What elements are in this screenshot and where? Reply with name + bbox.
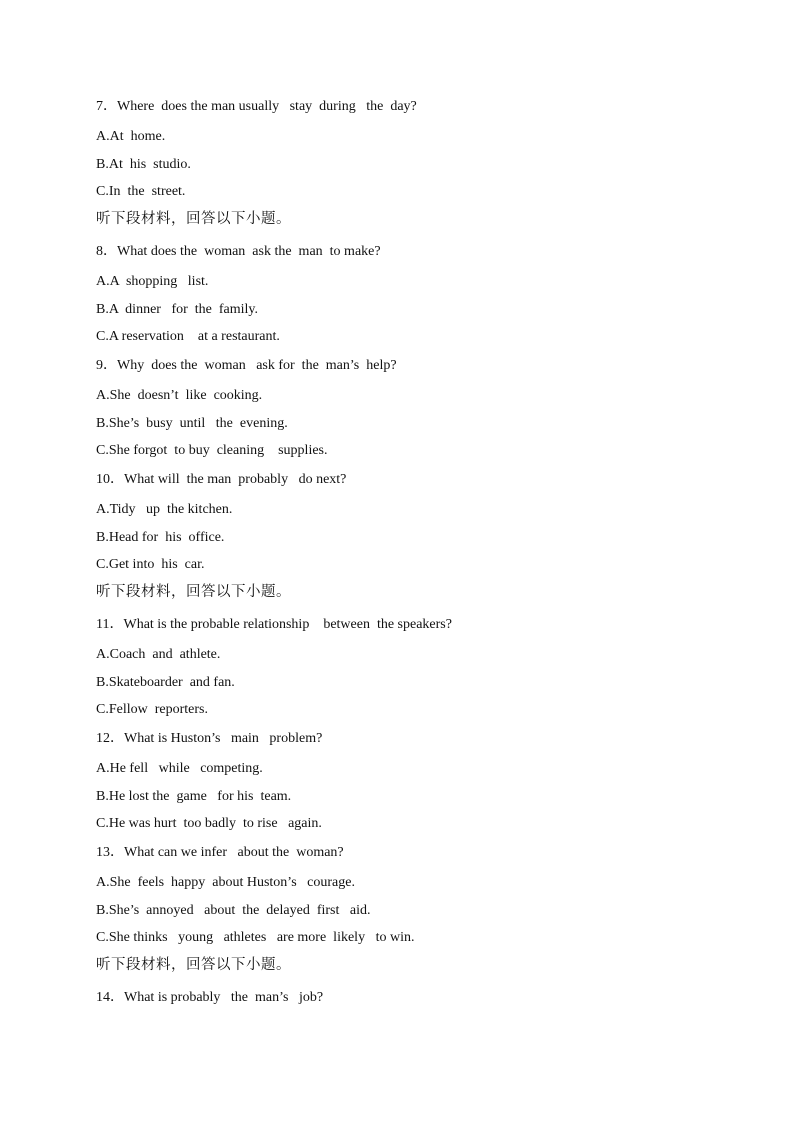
option-12b: B.He lost the game for his team. — [96, 789, 292, 804]
option-10a: A.Tidy up the kitchen. — [96, 502, 233, 517]
section-heading-3: 听下段材料，回答以下小题。 — [96, 957, 291, 973]
section-heading-1: 听下段材料，回答以下小题。 — [96, 211, 291, 227]
option-11c: C.Fellow reporters. — [96, 702, 208, 717]
option-7c: C.In the street. — [96, 184, 186, 199]
option-8b: B.A dinner for the family. — [96, 302, 259, 317]
section-heading-2: 听下段材料，回答以下小题。 — [96, 584, 291, 600]
option-11a: A.Coach and athlete. — [96, 647, 221, 662]
option-9c: C.She forgot to buy cleaning supplies. — [96, 443, 328, 458]
question-9: 9．Why does the woman ask for the man’s help? — [96, 358, 397, 373]
option-9a: A.She doesn’t like cooking. — [96, 388, 263, 403]
option-13b: B.She’s annoyed about the delayed first aid. — [96, 903, 371, 918]
option-8c: C.A reservation at a restaurant. — [96, 329, 280, 344]
option-7a: A.At home. — [96, 129, 166, 144]
option-7b: B.At his studio. — [96, 157, 191, 172]
question-10: 10．What will the man probably do next? — [96, 472, 347, 487]
question-7: 7．Where does the man usually stay during the day? — [96, 99, 417, 114]
option-12a: A.He fell while competing. — [96, 761, 263, 776]
question-11: 11．What is the probable relationship between the speakers? — [96, 617, 452, 632]
option-8a: A.A shopping list. — [96, 274, 209, 289]
option-10b: B.Head for his office. — [96, 530, 225, 545]
option-10c: C.Get into his car. — [96, 557, 205, 572]
option-13a: A.She feels happy about Huston’s courage. — [96, 875, 355, 890]
option-9b: B.She’s busy until the evening. — [96, 416, 288, 431]
option-11b: B.Skateboarder and fan. — [96, 675, 235, 690]
option-12c: C.He was hurt too badly to rise again. — [96, 816, 322, 831]
question-13: 13．What can we infer about the woman? — [96, 845, 344, 860]
option-13c: C.She thinks young athletes are more likely to win. — [96, 930, 415, 945]
question-12: 12．What is Huston’s main problem? — [96, 731, 323, 746]
question-14: 14．What is probably the man’s job? — [96, 990, 324, 1005]
question-8: 8．What does the woman ask the man to make? — [96, 244, 381, 259]
